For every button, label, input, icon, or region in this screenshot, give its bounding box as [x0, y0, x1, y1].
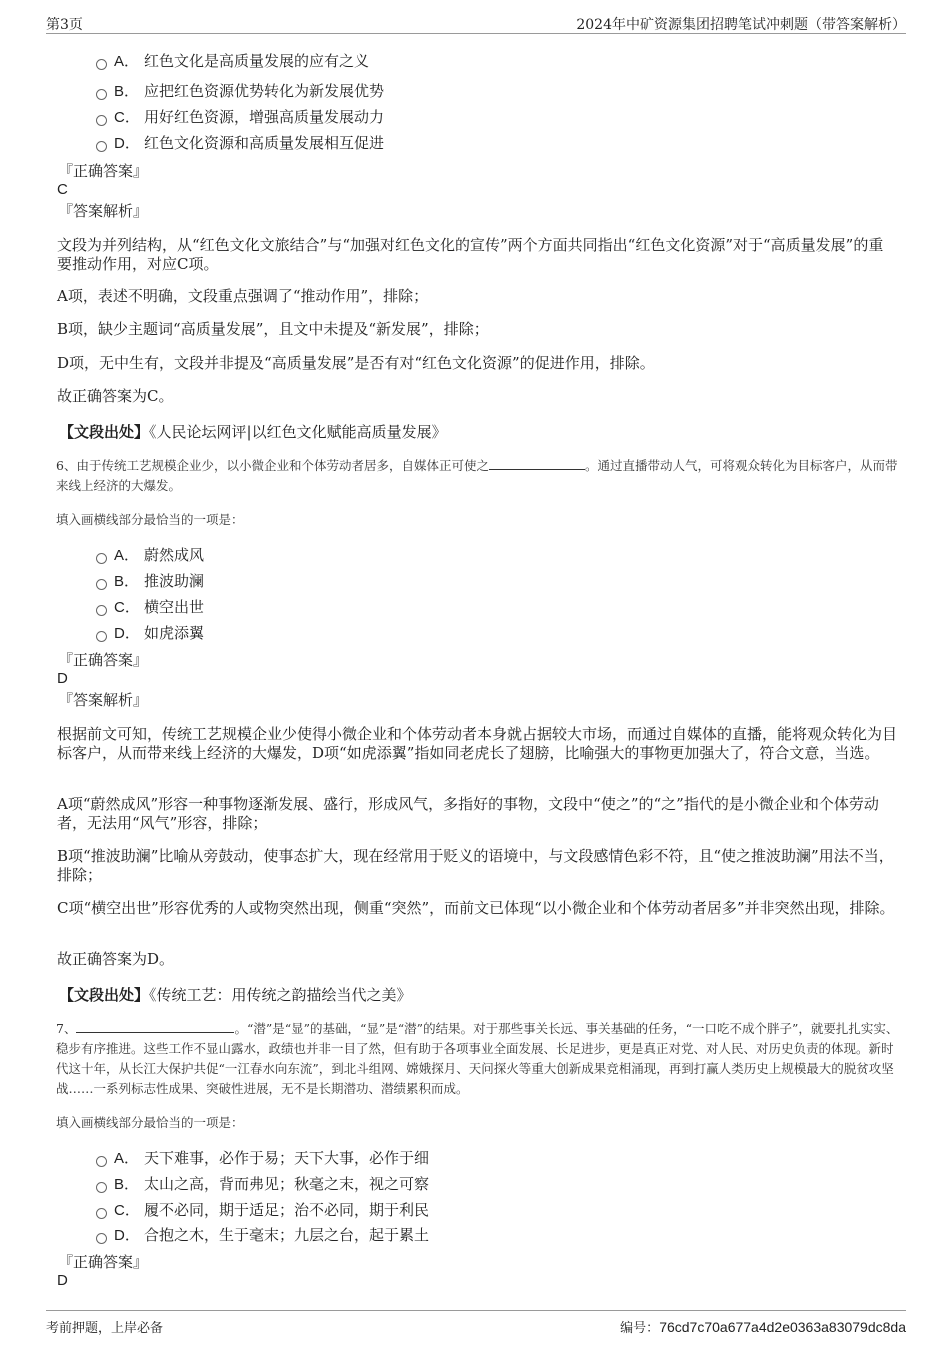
- page-footer: [46, 1310, 906, 1336]
- q5-answer: C: [57, 181, 68, 198]
- page-header: [46, 10, 906, 34]
- q6-option-c[interactable]: C． 横空出世: [96, 596, 204, 618]
- q7-option-a[interactable]: A． 天下难事，必作于易；天下大事，必作于细: [96, 1147, 429, 1169]
- q7-question: 7、 。“潜”是“显”的基础，“显”是“潜”的结果。对于那些事关长远、事关基础的任务，“一口吃不成个胖子”，就要扎扎实实、稳步有序推进。这些工作不显山露水，政绩也并非一目了然，但有助于各项事业全面发展、长足进步，更是真正对党、对人民、对历史负责的体现。新时代这十年，从长江大保护共促“一江春水向东流”，到北斗组网、嫦娥探月、天问探火等重大创新成果竞相涌现，再到打赢人类历史上规模最大的脱贫攻坚战……一系列标志性成果、突破性进展，无不是长期潜功、潜绩累积而成。: [56, 1021, 899, 1096]
- q7-blank: [76, 1019, 234, 1033]
- radio-icon[interactable]: [96, 1233, 107, 1244]
- radio-icon[interactable]: [96, 89, 107, 100]
- q5-explanation-d: D项，无中生有，文段并非提及“高质量发展”是否有对“红色文化资源”的促进作用，排除。: [57, 354, 655, 372]
- analysis-label: 『答案解析』: [58, 202, 149, 220]
- q7-answer: D: [57, 1272, 68, 1289]
- radio-icon[interactable]: [96, 59, 107, 70]
- q5-option-a[interactable]: A． 红色文化是高质量发展的应有之义: [96, 50, 369, 72]
- q5-option-d[interactable]: D． 红色文化资源和高质量发展相互促进: [96, 132, 384, 154]
- q6-source: 【文段出处】《传统工艺：用传统之韵描绘当代之美》: [59, 986, 412, 1004]
- page-number: 第3页: [46, 17, 83, 33]
- q6-explanation-c: C项“横空出世”形容优秀的人或物突然出现，侧重“突然”，而前文已体现“以小微企业和个体劳动者居多”并非突然出现，排除。: [57, 899, 895, 917]
- q5-explanation-b: B项，缺少主题词“高质量发展”，且文中未提及“新发展”，排除；: [57, 320, 489, 338]
- q5-source: 【文段出处】《人民论坛网评|以红色文化赋能高质量发展》: [59, 423, 447, 441]
- correct-answer-label: 『正确答案』: [58, 1253, 149, 1271]
- radio-icon[interactable]: [96, 141, 107, 152]
- q7-option-c[interactable]: C． 履不必同，期于适足；治不必同，期于利民: [96, 1199, 429, 1221]
- analysis-label: 『答案解析』: [58, 691, 149, 709]
- radio-icon[interactable]: [96, 1182, 107, 1193]
- q6-explanation-b: B项“推波助澜”比喻从旁鼓动，使事态扩大，现在经常用于贬义的语境中，与文段感情色彩不符，且“使之推波助澜”用法不当，排除；: [57, 847, 894, 884]
- q5-conclusion: 故正确答案为C。: [57, 387, 174, 405]
- q6-answer: D: [57, 670, 68, 687]
- q6-option-b[interactable]: B． 推波助澜: [96, 570, 204, 592]
- q6-fill-prompt: 填入画横线部分最恰当的一项是：: [56, 512, 244, 527]
- footer-slogan: 考前押题，上岸必备: [46, 1321, 164, 1336]
- radio-icon[interactable]: [96, 1208, 107, 1219]
- correct-answer-label: 『正确答案』: [58, 162, 149, 180]
- q6-blank: [489, 456, 585, 470]
- document-id: 编号：76cd7c70a677a4d2e0363a83079dc8da: [620, 1319, 906, 1336]
- q6-question: 6、由于传统工艺规模企业少，以小微企业和个体劳动者居多，自媒体正可使之 。通过直播带动人气，可将观众转化为目标客户，从而带来线上经济的大爆发。: [56, 458, 898, 493]
- correct-answer-label: 『正确答案』: [58, 651, 149, 669]
- radio-icon[interactable]: [96, 115, 107, 126]
- q5-option-b[interactable]: B． 应把红色资源优势转化为新发展优势: [96, 80, 384, 102]
- radio-icon[interactable]: [96, 631, 107, 642]
- q6-option-a[interactable]: A． 蔚然成风: [96, 544, 204, 566]
- q6-option-d[interactable]: D． 如虎添翼: [96, 622, 204, 644]
- radio-icon[interactable]: [96, 605, 107, 616]
- q7-option-d[interactable]: D． 合抱之木，生于毫末；九层之台，起于累土: [96, 1224, 429, 1246]
- q5-explanation-a: A项，表述不明确，文段重点强调了“推动作用”，排除；: [57, 287, 429, 305]
- radio-icon[interactable]: [96, 553, 107, 564]
- q5-option-c[interactable]: C． 用好红色资源，增强高质量发展动力: [96, 106, 384, 128]
- q6-explanation-a: A项“蔚然成风”形容一种事物逐渐发展、盛行，形成风气，多指好的事物，文段中“使之”的“之”指代的是小微企业和个体劳动者，无法用“风气”形容，排除；: [57, 795, 879, 832]
- q7-fill-prompt: 填入画横线部分最恰当的一项是：: [56, 1115, 244, 1130]
- q6-conclusion: 故正确答案为D。: [57, 950, 175, 968]
- radio-icon[interactable]: [96, 579, 107, 590]
- document-title: 2024年中矿资源集团招聘笔试冲刺题（带答案解析）: [576, 17, 906, 33]
- radio-icon[interactable]: [96, 1156, 107, 1167]
- q7-option-b[interactable]: B． 太山之高，背而弗见；秋毫之末，视之可察: [96, 1173, 429, 1195]
- q5-explanation-main: 文段为并列结构，从“红色文化文旅结合”与“加强对红色文化的宣传”两个方面共同指出“红色文化资源”对于“高质量发展”的重要推动作用，对应C项。: [57, 236, 884, 273]
- q6-explanation-main: 根据前文可知，传统工艺规模企业少使得小微企业和个体劳动者本身就占据较大市场，而通过自媒体的直播，能将观众转化为目标客户，从而带来线上经济的大爆发，D项“如虎添翼”指如同老虎长了翅膀，比喻强大的事物更加强大了，符合文意，当选。: [57, 725, 898, 762]
